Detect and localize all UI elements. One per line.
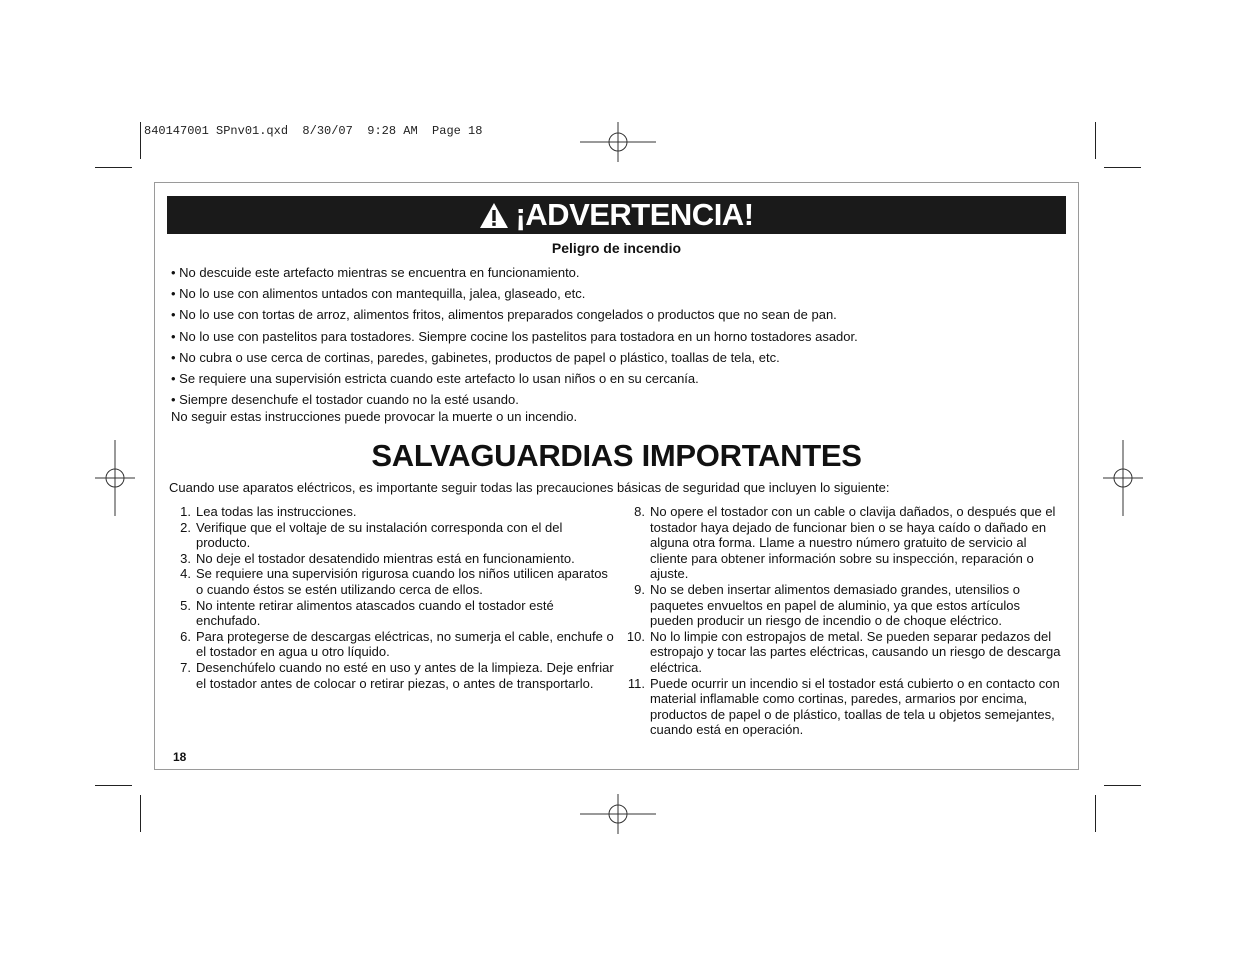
item-text: Desenchúfelo cuando no esté en uso y antes de la limpieza. Deje enfriar el tostador antes de colocar o retirar piezas, o antes de transportarlo.	[196, 659, 614, 691]
crop-mark	[95, 785, 132, 786]
list-item: • No lo use con pastelitos para tostadores. Siempre cocine los pastelitos para tostadora en un horno tostadores asador.	[171, 326, 858, 347]
list-item: • Se requiere una supervisión estricta cuando este artefacto lo usan niños o en su cercanía.	[171, 368, 858, 389]
warning-title: ¡ADVERTENCIA!	[515, 197, 754, 232]
crop-mark	[95, 167, 132, 168]
list-item	[621, 676, 1065, 738]
list-item	[621, 582, 1065, 629]
item-number: 11.	[627, 675, 645, 691]
list-item: • No cubra o use cerca de cortinas, paredes, gabinetes, productos de papel o plástico, toallas de tela, etc.	[171, 347, 858, 368]
item-number: 6.	[180, 628, 191, 644]
list-item	[167, 598, 615, 629]
safeguards-list-right	[621, 504, 1065, 738]
registration-mark-icon	[1103, 440, 1143, 516]
list-item	[621, 504, 1065, 582]
item-number: 1.	[180, 504, 191, 519]
item-number: 4.	[180, 566, 191, 582]
registration-mark-icon	[95, 440, 135, 516]
item-text: No lo limpie con estropajos de metal. Se pueden separar pedazos del estropajo y tocar las partes eléctricas, causando un riesgo de descarga eléctrica.	[650, 628, 1061, 675]
crop-mark	[1095, 122, 1096, 159]
warning-triangle-icon	[479, 202, 509, 229]
list-item	[167, 566, 615, 597]
list-item	[167, 504, 615, 520]
item-number: 8.	[634, 504, 645, 519]
crop-mark	[1095, 795, 1096, 832]
item-text: Para protegerse de descargas eléctricas, no sumerja el cable, enchufe o el tostador en agua u otro líquido.	[196, 628, 614, 660]
page-panel	[154, 182, 1079, 770]
registration-mark-icon	[580, 794, 656, 834]
list-item	[167, 629, 615, 660]
list-item: • No lo use con alimentos untados con mantequilla, jalea, glaseado, etc.	[171, 283, 858, 304]
printer-slug: 840147001 SPnv01.qxd 8/30/07 9:28 AM Page 18	[144, 124, 483, 138]
warning-banner	[167, 196, 1066, 234]
crop-mark	[140, 122, 141, 159]
warning-subheading: Peligro de incendio	[551, 240, 682, 256]
item-text: No opere el tostador con un cable o clavija dañados, o después que el tostador haya dejado de funcionar bien o se haya caído o dañado en alguna otra forma. Llame a nuestro número gratuito de servicio al cliente para obtener información sobre su inspección, reparación o ajuste.	[650, 504, 1056, 582]
item-number: 3.	[180, 550, 191, 566]
list-item: • Siempre desenchufe el tostador cuando no la esté usando.	[171, 389, 858, 410]
crop-mark	[1104, 785, 1141, 786]
list-item	[167, 520, 615, 551]
item-text: No se deben insertar alimentos demasiado grandes, utensilios o paquetes envueltos en papel de aluminio, ya que estos artículos pueden producir un riesgo de incendio o de choque eléctrico.	[650, 581, 1021, 629]
item-number: 9.	[634, 581, 645, 597]
list-item: • No descuide este artefacto mientras se encuentra en funcionamiento.	[171, 262, 858, 283]
warning-footer: No seguir estas instrucciones puede provocar la muerte o un incendio.	[171, 409, 578, 424]
crop-mark	[1104, 167, 1141, 168]
item-number: 10.	[626, 628, 645, 644]
safeguards-intro: Cuando use aparatos eléctricos, es importante seguir todas las precauciones básicas de seguridad que incluyen lo siguiente:	[169, 480, 890, 495]
item-text: Se requiere una supervisión rigurosa cuando los niños utilicen aparatos o cuando éstos se estén utilizando cerca de ellos.	[196, 566, 608, 597]
item-text: Verifique que el voltaje de su instalación corresponda con el del producto.	[196, 519, 563, 551]
crop-mark	[140, 795, 141, 832]
list-item	[167, 660, 615, 691]
item-text: Puede ocurrir un incendio si el tostador está cubierto o en contacto con material inflamable como cortinas, paredes, armarios por encima, productos de papel o de plástico, toallas de tela u objetos semejantes, cuando está en operación.	[650, 675, 1060, 738]
page-number: 18	[173, 750, 187, 764]
list-item	[621, 629, 1065, 676]
safeguards-list-left	[167, 504, 615, 691]
item-number: 2.	[180, 519, 191, 535]
safeguards-title: SALVAGUARDIAS IMPORTANTES	[371, 438, 862, 473]
item-text: No intente retirar alimentos atascados cuando el tostador esté enchufado.	[196, 597, 554, 629]
item-number: 7.	[180, 659, 191, 675]
item-number: 5.	[180, 597, 191, 613]
item-text: Lea todas las instrucciones.	[196, 504, 357, 519]
list-item	[167, 551, 615, 567]
registration-mark-icon	[580, 122, 656, 162]
list-item: • No lo use con tortas de arroz, alimentos fritos, alimentos preparados congelados o productos que no sean de pan.	[171, 304, 858, 325]
item-text: No deje el tostador desatendido mientras está en funcionamiento.	[196, 550, 575, 566]
warning-list	[171, 262, 858, 410]
